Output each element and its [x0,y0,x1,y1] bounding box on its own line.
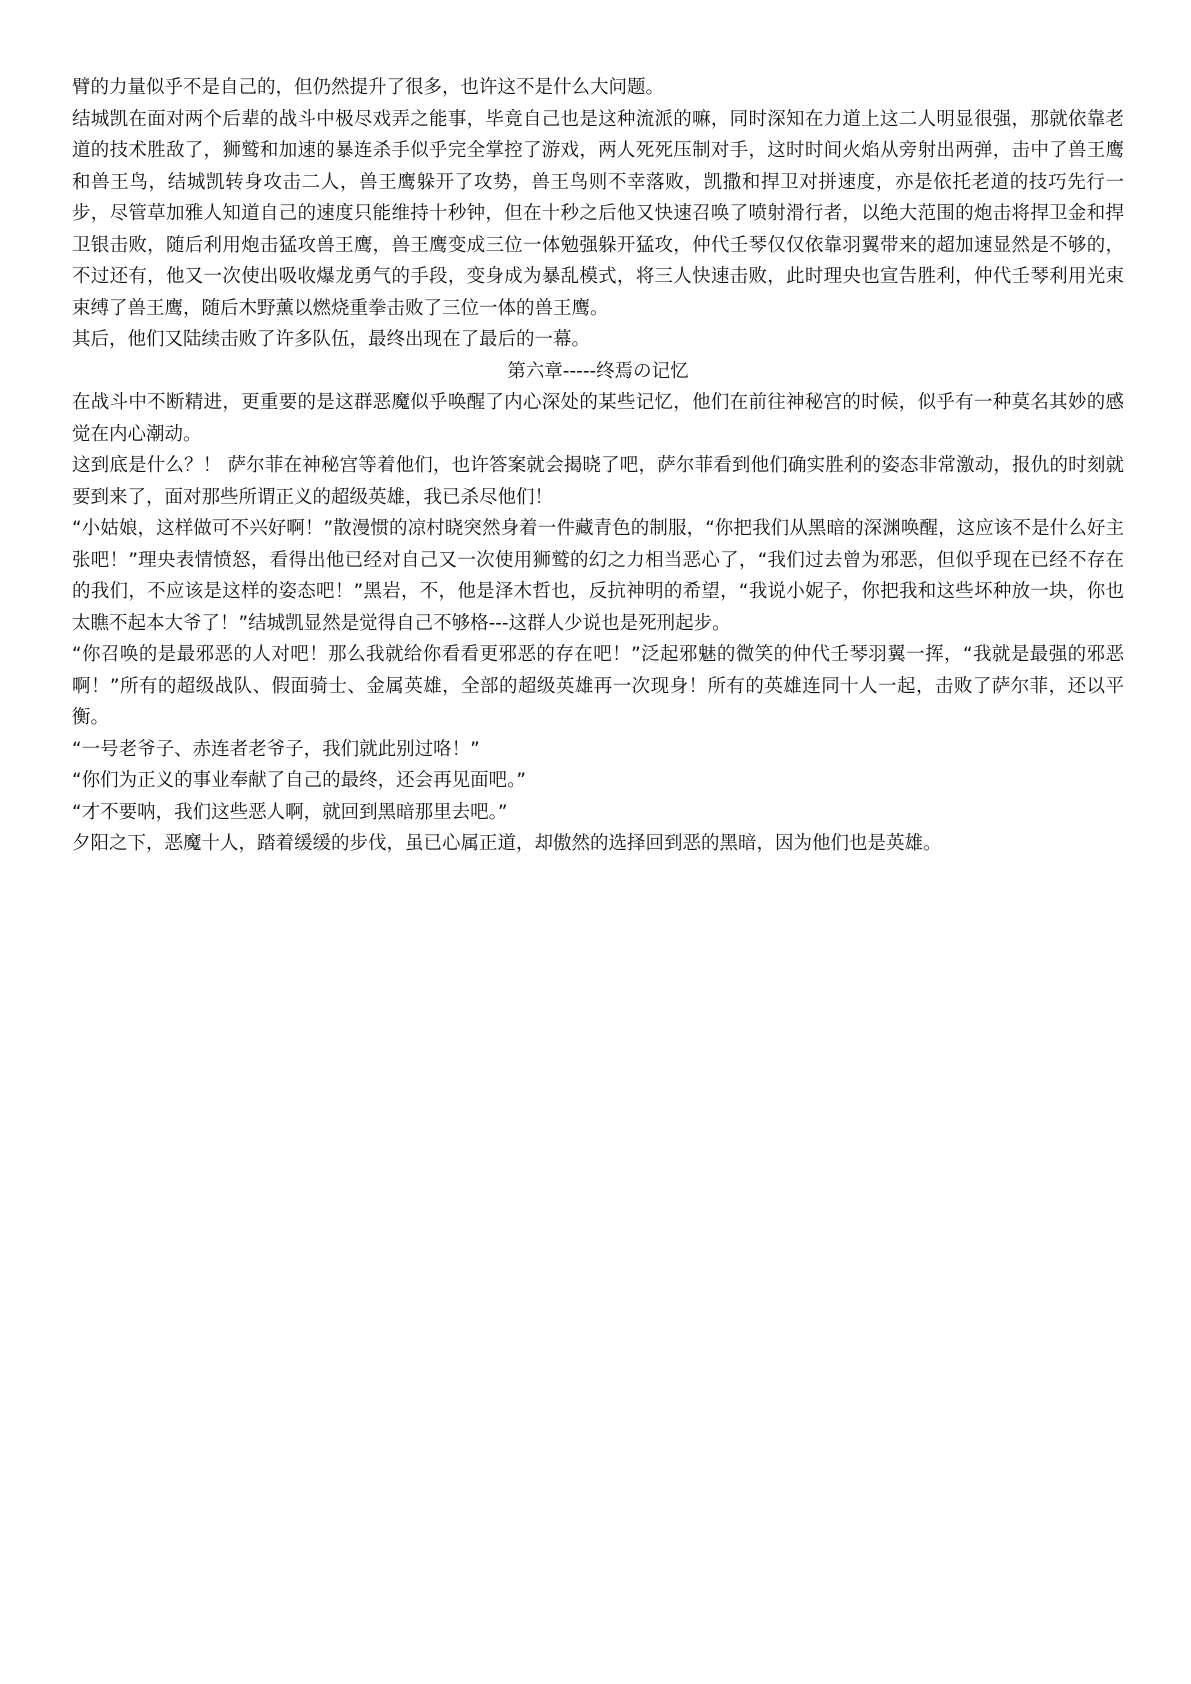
paragraph: “才不要呐，我们这些恶人啊，就回到黑暗那里去吧。” [72,801,508,823]
document-page [72,72,1124,860]
paragraph: 这到底是什么？！ 萨尔菲在神秘宫等着他们，也许答案就会揭晓了吧，萨尔菲看到他们确实胜利的姿态非常激动，报仇的时刻就要到来了，面对那些所谓正义的超级英雄，我已杀尽他们！ [72,455,1124,508]
chapter-title: 第六章-----终焉の记忆 [507,360,689,382]
paragraph: “你召唤的是最邪恶的人对吧！那么我就给你看看更邪恶的存在吧！”泛起邪魅的微笑的仲代壬琴羽翼一挥，“我就是最强的邪恶啊！”所有的超级战队、假面骑士、金属英雄，全部的超级英雄再一次现身！所有的英雄连同十人一起，击败了萨尔菲，还以平衡。 [72,644,1124,728]
paragraph: “一号老爷子、赤连者老爷子，我们就此别过咯！” [72,738,480,760]
paragraph: 在战斗中不断精进，更重要的是这群恶魔似乎唤醒了内心深处的某些记忆，他们在前往神秘宫的时候，似乎有一种莫名其妙的感觉在内心潮动。 [72,392,1124,445]
paragraph: 夕阳之下，恶魔十人，踏着缓缓的步伐，虽已心属正道，却傲然的选择回到恶的黑暗，因为他们也是英雄。 [72,833,942,854]
paragraph: “你们为正义的事业奉献了自己的最终，还会再见面吧。” [72,770,526,791]
paragraph: “小姑娘，这样做可不兴好啊！”散漫惯的凉村晓突然身着一件藏青色的制服，“你把我们从黑暗的深渊唤醒，这应该不是什么好主张吧！”理央表情愤怒，看得出他已经对自己又一次使用狮鹫的幻之力相当恶心了，“我们过去曾为邪恶，但似乎现在已经不存在的我们，不应该是这样的姿态吧！”黑岩，不，他是泽木哲也，反抗神明的希望，“我说小妮子，你把我和这些坏种放一块，你也太瞧不起本大爷了！”结城凯显然是觉得自己不够格---这群人少说也是死刑起步。 [72,518,1124,634]
paragraph: 结城凯在面对两个后辈的战斗中极尽戏弄之能事，毕竟自己也是这种流派的嘛，同时深知在力道上这二人明显很强，那就依靠老道的技术胜敌了，狮鹫和加速的暴连杀手似乎完全掌控了游戏，两人死死压制对手，这时时间火焰从旁射出两弹，击中了兽王鹰和兽王鸟，结城凯转身攻击二人，兽王鹰躲开了攻势，兽王鸟则不幸落败，凯撒和捍卫对拼速度，亦是依托老道的技巧先行一步，尽管草加雅人知道自己的速度只能维持十秒钟，但在十秒之后他又快速召唤了喷射滑行者，以绝大范围的炮击将捍卫金和捍卫银击败，随后利用炮击猛攻兽王鹰，兽王鹰变成三位一体勉强躲开猛攻，仲代壬琴仅仅依靠羽翼带来的超加速显然是不够的，不过还有，他又一次使出吸收爆龙勇气的手段，变身成为暴乱模式，将三人快速击败，此时理央也宣告胜利，仲代壬琴利用光束束缚了兽王鹰，随后木野薰以燃烧重拳击败了三位一体的兽王鹰。 [72,108,1124,319]
paragraph: 其后，他们又陆续击败了许多队伍，最终出现在了最后的一幕。 [72,329,591,350]
paragraph: 臂的力量似乎不是自己的，但仍然提升了很多，也许这不是什么大问题。 [72,77,665,98]
